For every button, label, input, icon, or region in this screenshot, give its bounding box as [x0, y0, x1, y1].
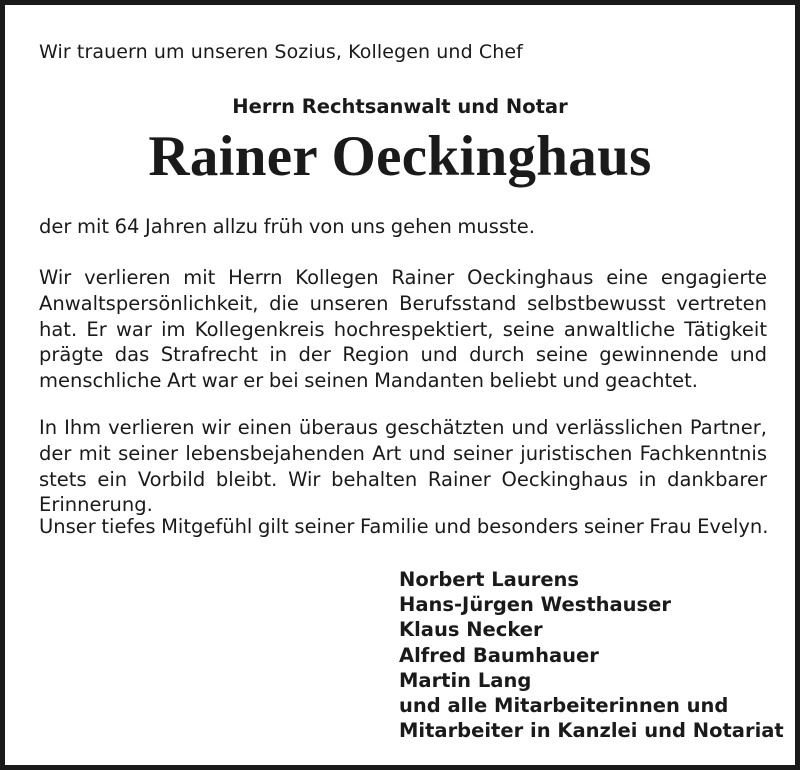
signatory-staff-line: Mitarbeiter in Kanzlei und Notariat — [399, 719, 784, 743]
signatory-list — [399, 567, 784, 743]
signatory-name: Alfred Baumhauer — [399, 643, 599, 667]
honorific-title: Herrn Rechtsanwalt und Notar — [232, 95, 568, 118]
signatory-name: Norbert Laurens — [399, 568, 580, 591]
signatory-name: Klaus Necker — [399, 618, 543, 642]
signatory-name: Martin Lang — [399, 668, 532, 692]
intro-line: Wir trauern um unseren Sozius, Kollegen und Chef — [39, 41, 523, 63]
paragraph-age: der mit 64 Jahren allzu früh von uns gehen musste. — [39, 215, 535, 238]
paragraph-tribute: Wir verlieren mit Herrn Kollegen Rainer Oeckinghaus eine engagierte Anwaltspersönlichkeit, die unseren Berufsstand selbstbewusst vertreten hat. Er war im Kollegenkreis hochrespektiert, seine anwaltliche Tätigkeit prägte das Strafrecht in der Region und durch seine gewinnende und menschliche Art war er bei seinen Mandanten beliebt und geachtet. — [39, 266, 767, 393]
signatory-name: Hans-Jürgen Westhauser — [399, 593, 672, 617]
paragraph-partner: In Ihm verlieren wir einen überaus geschätzten und verlässlichen Partner, der mit seiner lebensbejahenden Art und seiner juristischen Fachkenntnis stets ein Vorbild bleibt. Wir behalten Rainer Oeckinghaus in dankbarer Erinnerung. — [39, 416, 767, 517]
signatory-staff-line: und alle Mitarbeiterinnen und — [399, 694, 729, 718]
paragraph-condolence: Unser tiefes Mitgefühl gilt seiner Familie und besonders seiner Frau Evelyn. — [39, 515, 769, 538]
deceased-name: Rainer Oeckinghaus — [148, 125, 652, 188]
